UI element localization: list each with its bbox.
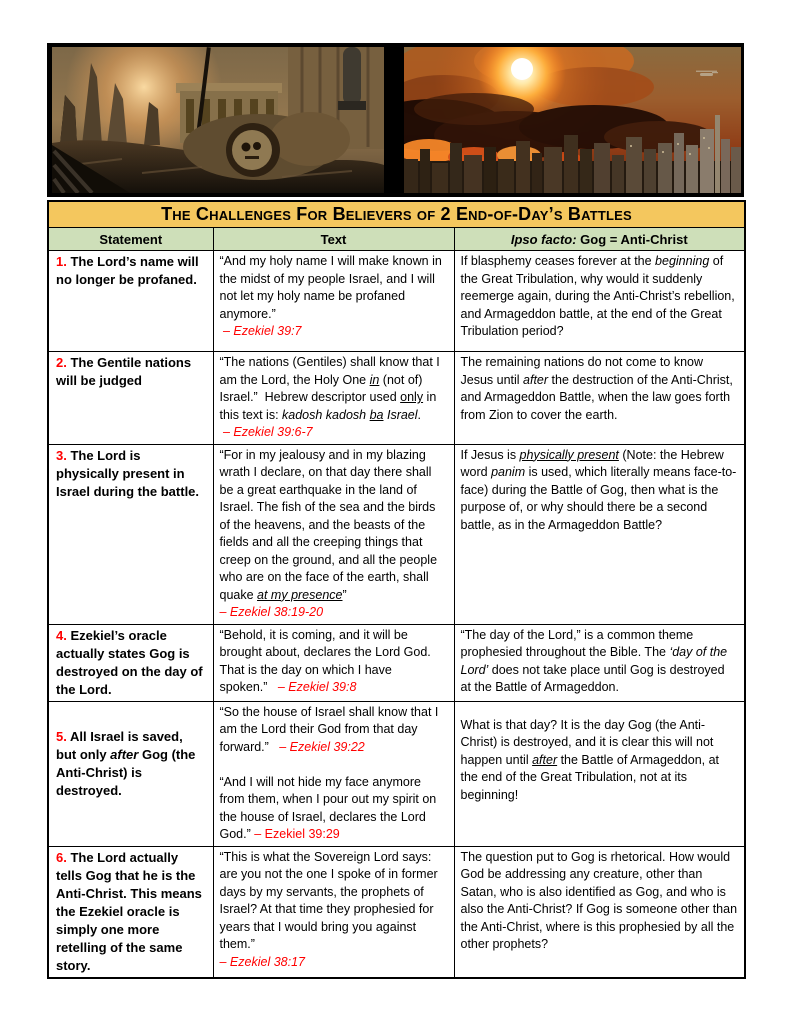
table-row xyxy=(48,624,745,701)
text-cell: “This is what the Sovereign Lord says: are you not the one I spoke of in former days by my servants, the prophets of Israel? At that time they prophesied for years that I would bring you against them.” – Ezekiel 38:17 xyxy=(213,846,454,978)
text-cell: “And my holy name I will make known in the midst of my people Israel, and I will not let my holy name be profaned anymore.” – Ezekiel 39:7 xyxy=(213,251,454,352)
column-header-row xyxy=(48,228,745,251)
ipso-facto-cell: The question put to Gog is rhetorical. How would God be addressing any creature, other than Satan, who is also identified as Gog, and who is also the Anti-Christ? If Gog is someone other than the Anti-Christ, where is this prophesied by all the other prophets? xyxy=(454,846,745,978)
ipso-facto-cell: The remaining nations do not come to know Jesus until after the destruction of the Anti-Christ, and Armageddon Battle, when the law goes forth from Zion to cover the earth. xyxy=(454,352,745,445)
table-row xyxy=(48,251,745,352)
text-cell: “The nations (Gentiles) shall know that I am the Lord, the Holy One in (not of) Israel.” Hebrew descriptor used only in this text is: kadosh kadosh ba Israel. – Ezekiel 39:6-7 xyxy=(213,352,454,445)
title-row xyxy=(48,201,745,228)
ipso-facto-cell: If Jesus is physically present (Note: the Hebrew word panim is used, which literally means face-to-face) during the Battle of Gog, then what is the purpose of, or why should there be a second battle, as in the Armageddon Battle? xyxy=(454,444,745,624)
statement-cell: 2. The Gentile nations will be judged xyxy=(48,352,213,445)
column-header-text: Text xyxy=(213,228,454,251)
statement-cell: 5. All Israel is saved, but only after Gog (the Anti-Christ) is destroyed. xyxy=(48,701,213,846)
page-title: The Challenges For Believers of 2 End-of-Day’s Battles xyxy=(48,201,745,228)
statement-cell: 1. The Lord’s name will no longer be profaned. xyxy=(48,251,213,352)
ipso-facto-cell: If blasphemy ceases forever at the beginning of the Great Tribulation, why would it suddenly reemerge again, during the Anti-Christ’s rebellion, and Armageddon battle, at the end of the Great Tribulation period? xyxy=(454,251,745,352)
table-row xyxy=(48,444,745,624)
column-header-ipso-facto: Ipso facto: Gog = Anti-Christ xyxy=(454,228,745,251)
text-cell: “For in my jealousy and in my blazing wrath I declare, on that day there shall be a great earthquake in the land of Israel. The fish of the sea and the birds of the heavens, and the beasts of the fields and all the creeping things that creep on the ground, and all the people who are on the face of the earth, shall quake at my presence” – Ezekiel 38:19-20 xyxy=(213,444,454,624)
statement-cell: 4. Ezekiel’s oracle actually states Gog is destroyed on the day of the Lord. xyxy=(48,624,213,701)
statement-cell: 3. The Lord is physically present in Israel during the battle. xyxy=(48,444,213,624)
ruined-city-image xyxy=(52,47,384,193)
column-header-statement: Statement xyxy=(48,228,213,251)
header-images xyxy=(47,43,744,197)
table-row xyxy=(48,352,745,445)
ipso-facto-cell: What is that day? It is the day Gog (the Anti-Christ) is destroyed, and it is clear this will not happen until after the Battle of Armageddon, at the end of the Great Tribulation, not at its beginning! xyxy=(454,701,745,846)
burning-city-image xyxy=(404,47,741,193)
statement-cell: 6. The Lord actually tells Gog that he is the Anti-Christ. This means the Ezekiel oracle is simply one more retelling of the same story. xyxy=(48,846,213,978)
text-cell: “So the house of Israel shall know that I am the Lord their God from that day forward.” – Ezekiel 39:22 “And I will not hide my face anymore from them, when I pour out my spirit on the house of Israel, declares the Lord God.” – Ezekiel 39:29 xyxy=(213,701,454,846)
table-row xyxy=(48,846,745,978)
ipso-facto-cell: “The day of the Lord,” is a common theme prophesied throughout the Bible. The ‘day of the Lord’ does not take place until Gog is destroyed at the Battle of Armageddon. xyxy=(454,624,745,701)
table-row xyxy=(48,701,745,846)
text-cell: “Behold, it is coming, and it will be brought about, declares the Lord God. That is the day on which I have spoken.” – Ezekiel 39:8 xyxy=(213,624,454,701)
challenges-table xyxy=(47,200,746,979)
